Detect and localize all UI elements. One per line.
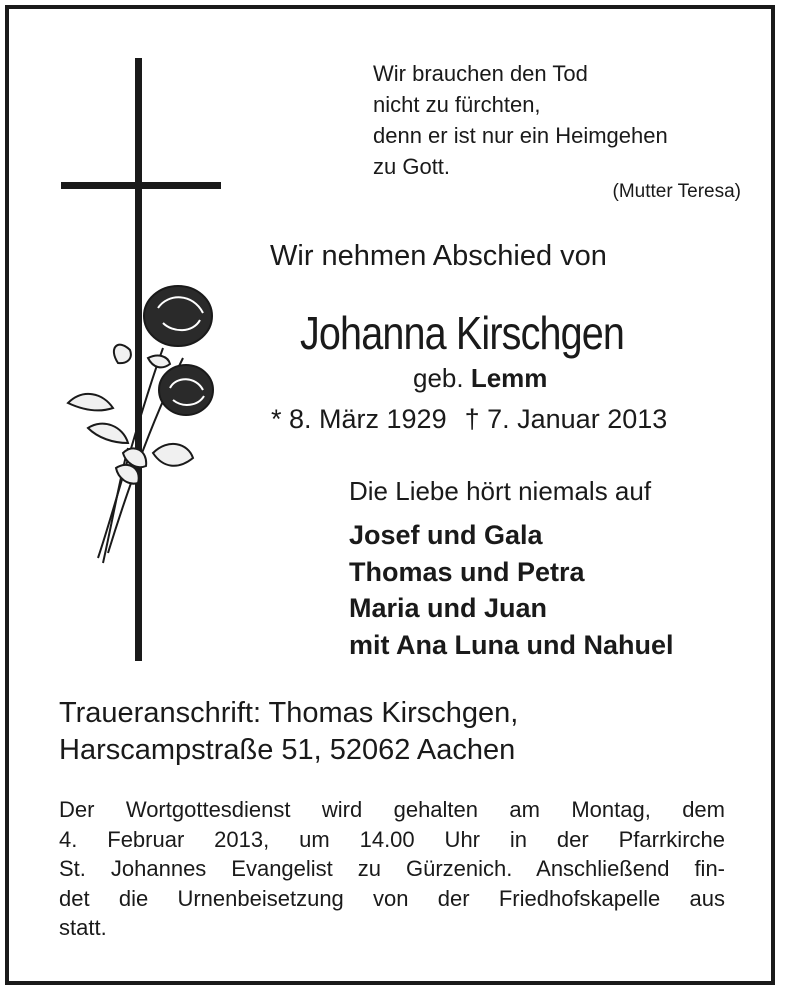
service-notice (59, 795, 725, 943)
maiden-prefix: geb. (413, 363, 464, 393)
family-member: mit Ana Luna und Nahuel (349, 629, 674, 660)
quote-line: nicht zu fürchten, (373, 92, 541, 117)
family-member: Josef und Gala (349, 520, 543, 550)
family-member: Thomas und Petra (349, 556, 585, 587)
quote-line: denn er ist nur ein Heimgehen (373, 123, 668, 148)
service-line: St. Johannes Evangelist zu Gürzenich. Anschließend fin- (59, 856, 725, 881)
quote-source: (Mutter Teresa) (612, 181, 741, 202)
announcement-heading: Wir nehmen Abschied von (270, 240, 607, 272)
death-date: † 7. Januar 2013 (464, 404, 668, 434)
address-line: Traueranschrift: Thomas Kirschgen, (59, 697, 519, 729)
mourning-address (59, 695, 518, 769)
service-line: det die Urnenbeisetzung von der Friedhofskapelle aus (59, 885, 725, 911)
family-list (349, 517, 674, 663)
love-line: Die Liebe hört niemals auf (349, 476, 652, 506)
life-dates (271, 404, 667, 435)
maiden-name: Lemm (470, 363, 548, 393)
address-line: Harscampstraße 51, 52062 Aachen (59, 734, 516, 766)
family-member: Maria und Juan (349, 593, 548, 623)
maiden-name-line (413, 363, 547, 394)
quote-line: zu Gott. (373, 154, 451, 179)
service-line: Der Wortgottesdienst wird gehalten am Montag, dem (59, 797, 725, 822)
quote-text (373, 58, 668, 182)
cross-icon (58, 58, 228, 663)
birth-date: * 8. März 1929 (271, 404, 447, 434)
cross-with-roses-illustration (58, 58, 228, 663)
deceased-name: Johanna Kirschgen (300, 307, 625, 359)
quote-line: Wir brauchen den Tod (373, 61, 588, 86)
service-line: statt. (59, 915, 107, 940)
service-line: 4. Februar 2013, um 14.00 Uhr in der Pfarrkirche (59, 826, 725, 852)
